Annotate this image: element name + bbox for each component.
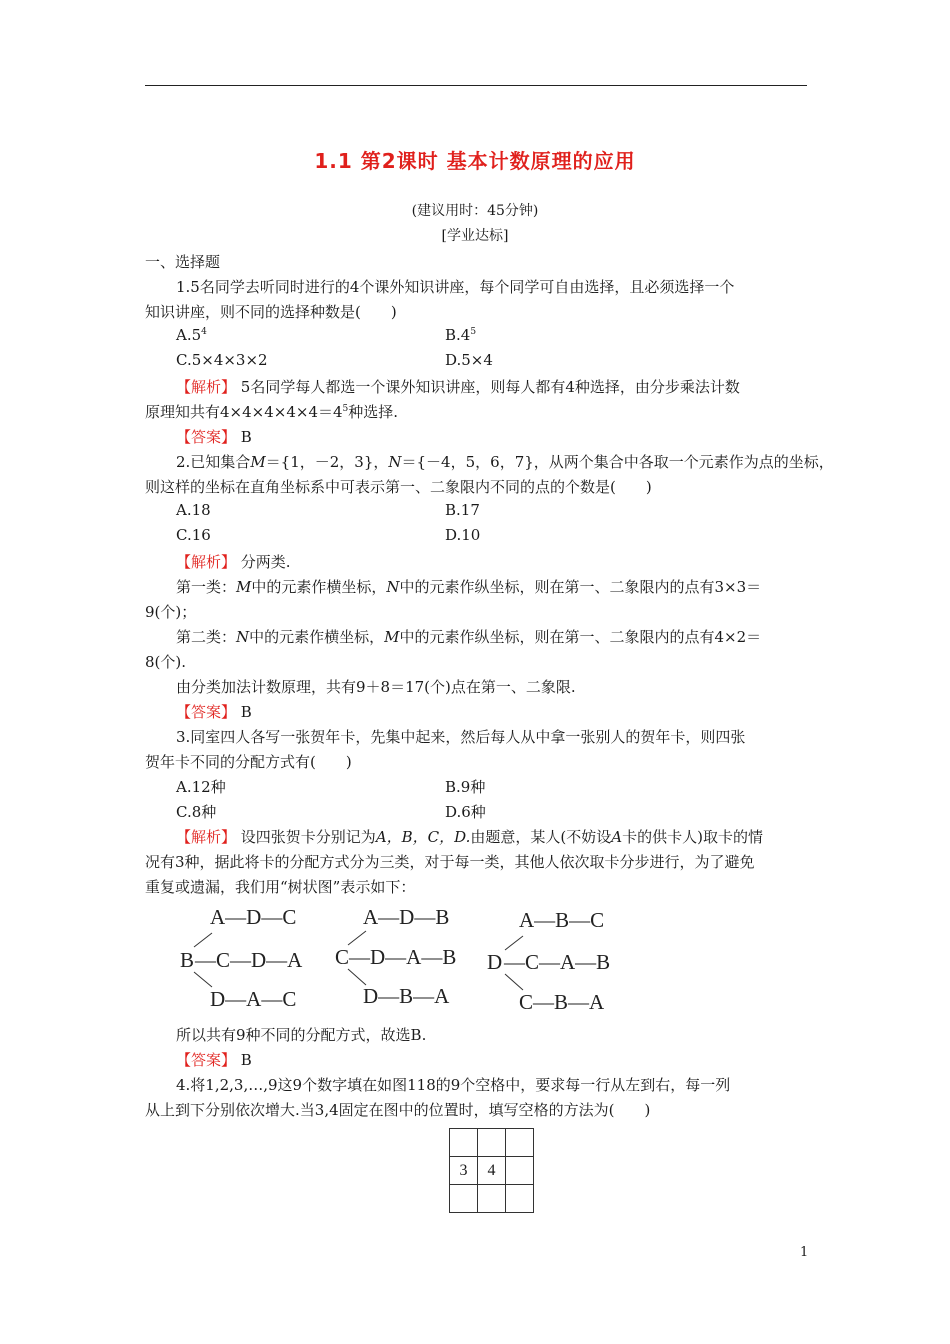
- q2-option-d: D.10: [445, 526, 481, 544]
- q2-stem-line2: 则这样的坐标在直角坐标系中可表示第一、二象限内不同的点的个数是( ): [145, 478, 652, 496]
- tree-2-root: C: [335, 945, 350, 969]
- page-title: 1.1 第2课时 基本计数原理的应用: [314, 149, 636, 173]
- tree-diagram-2: [335, 905, 475, 1015]
- tree-1-middle-branch: —C—D—A: [195, 948, 303, 972]
- q2-case1-line2: 9(个)；: [145, 603, 197, 621]
- tree-2-middle-branch: —D—A—B: [349, 945, 457, 969]
- tree-3-bottom-branch: C—B—A: [519, 990, 605, 1014]
- q3-conclusion: 所以共有9种不同的分配方式，故选B.: [176, 1026, 427, 1044]
- answer-tag: 【答案】: [176, 428, 237, 446]
- q2-case2-line1: 第二类：N中的元素作横坐标，M中的元素作纵坐标，则在第一、二象限内的点有4×2＝: [176, 628, 762, 646]
- tree-1-root: B: [180, 948, 195, 972]
- tree-1-bottom-branch: D—A—C: [210, 987, 297, 1011]
- grid-cell: [506, 1129, 534, 1157]
- q2-answer: 【答案】 B: [176, 703, 252, 721]
- tree-diagram-3: [487, 908, 627, 1018]
- grid-cell: [450, 1185, 478, 1213]
- q1-analysis-line1: 【解析】 5名同学每人都选一个课外知识讲座，则每人都有4种选择，由分步乘法计数: [176, 378, 740, 396]
- q2-option-b: B.17: [445, 501, 480, 519]
- tree-2-bottom-branch: D—B—A: [363, 984, 450, 1008]
- section-bracket: [学业达标]: [441, 228, 509, 244]
- header-rule: [145, 85, 807, 86]
- q3-option-b: B.9种: [445, 778, 486, 796]
- tree-3-top-branch: A—B—C: [519, 908, 605, 932]
- q3-analysis-line2: 况有3种，据此将卡的分配方式分为三类，对于每一类，其他人依次取卡分步进行，为了避免: [145, 853, 755, 871]
- grid-cell: [450, 1129, 478, 1157]
- q1-stem-line2: 知识讲座，则不同的选择种数是( ): [145, 303, 397, 321]
- q4-stem-line2: 从上到下分别依次增大.当3,4固定在图中的位置时，填写空格的方法为( ): [145, 1101, 651, 1119]
- q1-option-b: $B.4^5$: [445, 326, 477, 344]
- q3-answer: 【答案】 B: [176, 1051, 252, 1069]
- tree-3-root: D: [487, 950, 503, 974]
- q1-option-a: $A.5^4$: [176, 326, 207, 344]
- q2-case1-line1: 第一类：M中的元素作横坐标，N中的元素作纵坐标，则在第一、二象限内的点有3×3＝: [176, 578, 762, 596]
- grid-cell: [478, 1185, 506, 1213]
- grid-cell: 4: [478, 1157, 506, 1185]
- q1-option-d: D.5×4: [445, 351, 493, 369]
- grid-cell: 3: [450, 1157, 478, 1185]
- q1-answer: 【答案】 B: [176, 428, 252, 446]
- q3-analysis-line3: 重复或遗漏，我们用“树状图”表示如下：: [145, 878, 416, 896]
- q1-option-c: C.5×4×3×2: [176, 351, 268, 369]
- q4-stem-line1: 4.将1,2,3,…,9这9个数字填在如图118的9个空格中，要求每一行从左到右，每一列: [176, 1076, 731, 1094]
- q2-analysis: 【解析】 分两类.: [176, 553, 291, 571]
- q1-analysis-line2: 原理知共有$4\times 4\times 4\times 4\times 4=4^5$种选择.: [145, 403, 399, 421]
- q3-stem-line1: 3.同室四人各写一张贺年卡，先集中起来，然后每人从中拿一张别人的贺年卡，则四张: [176, 728, 746, 746]
- analysis-tag: 【解析】: [176, 378, 237, 396]
- grid-cell: [478, 1129, 506, 1157]
- q3-option-a: A.12种: [176, 778, 226, 796]
- page-number: 1: [800, 1245, 809, 1260]
- tree-diagram-1: [180, 905, 320, 1015]
- q2-stem-line1: 2.已知集合M＝{1，－2，3}，N＝{－4，5，6，7}，从两个集合中各取一个元素作为点的坐标，: [176, 453, 834, 471]
- q3-analysis-line1: 【解析】 设四张贺卡分别记为A，B，C，D.由题意，某人(不妨设A卡的供卡人)取卡的情: [176, 828, 763, 846]
- q3-option-d: D.6种: [445, 803, 486, 821]
- tree-3-middle-branch: —C—A—B: [504, 950, 611, 974]
- tree-1-top-branch: A—D—C: [210, 905, 297, 929]
- q2-summary: 由分类加法计数原理，共有9＋8＝17(个)点在第一、二象限.: [176, 678, 576, 696]
- q3-option-c: C.8种: [176, 803, 217, 821]
- q2-option-a: A.18: [176, 501, 211, 519]
- q2-option-c: C.16: [176, 526, 211, 544]
- q1-stem-line1: 1.5名同学去听同时进行的4个课外知识讲座，每个同学可自由选择，且必须选择一个: [176, 278, 735, 296]
- q4-number-grid: [449, 1128, 534, 1213]
- grid-cell: [506, 1157, 534, 1185]
- tree-2-top-branch: A—D—B: [363, 905, 450, 929]
- suggested-time: (建议用时：45分钟): [411, 203, 539, 219]
- grid-cell: [506, 1185, 534, 1213]
- part-heading: 一、选择题: [145, 253, 221, 271]
- q3-stem-line2: 贺年卡不同的分配方式有( ): [145, 753, 352, 771]
- q2-case2-line2: 8(个).: [145, 653, 187, 671]
